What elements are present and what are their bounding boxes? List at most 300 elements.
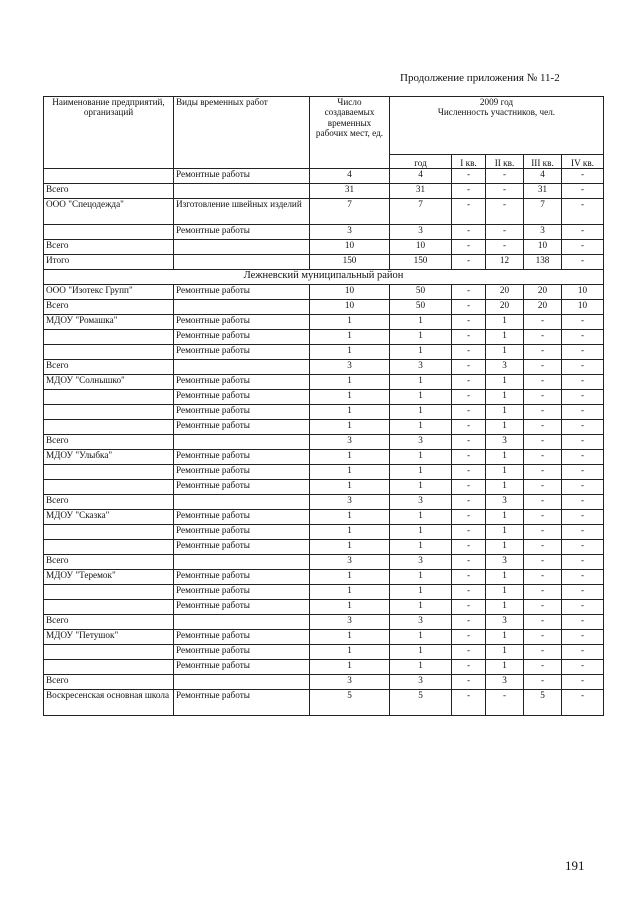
cell-q3: -	[524, 540, 562, 555]
cell-q1: -	[452, 555, 486, 570]
cell-year: 31	[390, 184, 452, 199]
cell-q1: -	[452, 199, 486, 225]
cell-org	[44, 225, 174, 240]
section-heading: Лежневский муниципальный район	[44, 270, 604, 285]
cell-q4: -	[562, 660, 604, 675]
table-row	[44, 300, 604, 315]
cell-q3: -	[524, 585, 562, 600]
cell-work: Ремонтные работы	[174, 420, 310, 435]
cell-q4: -	[562, 240, 604, 255]
cell-org: Всего	[44, 495, 174, 510]
cell-jobs: 1	[310, 525, 390, 540]
cell-jobs: 3	[310, 435, 390, 450]
cell-q1: -	[452, 435, 486, 450]
cell-q3: 7	[524, 199, 562, 225]
cell-year: 3	[390, 360, 452, 375]
cell-q3: -	[524, 510, 562, 525]
cell-q4: -	[562, 585, 604, 600]
cell-q3: 10	[524, 240, 562, 255]
cell-org	[44, 480, 174, 495]
cell-q2: 1	[486, 525, 524, 540]
cell-q3: -	[524, 675, 562, 690]
cell-q1: -	[452, 255, 486, 270]
table-row	[44, 240, 604, 255]
cell-q3: -	[524, 555, 562, 570]
table-row	[44, 390, 604, 405]
cell-q4: 10	[562, 285, 604, 300]
cell-q2: 1	[486, 405, 524, 420]
cell-jobs: 5	[310, 690, 390, 716]
cell-org	[44, 540, 174, 555]
cell-q3: 138	[524, 255, 562, 270]
cell-q3: -	[524, 420, 562, 435]
table-row	[44, 225, 604, 240]
cell-jobs: 1	[310, 375, 390, 390]
cell-jobs: 1	[310, 405, 390, 420]
cell-org	[44, 420, 174, 435]
cell-org: Всего	[44, 184, 174, 199]
cell-year: 50	[390, 300, 452, 315]
cell-year: 3	[390, 435, 452, 450]
cell-jobs: 1	[310, 420, 390, 435]
cell-q2: 12	[486, 255, 524, 270]
table-row	[44, 510, 604, 525]
cell-year: 1	[390, 540, 452, 555]
cell-q1: -	[452, 585, 486, 600]
cell-jobs: 1	[310, 570, 390, 585]
cell-work: Изготовление швейных изделий	[174, 199, 310, 225]
cell-year: 50	[390, 285, 452, 300]
cell-q2: 20	[486, 285, 524, 300]
col-header-q1: I кв.	[452, 155, 486, 169]
cell-q3: -	[524, 600, 562, 615]
cell-year: 1	[390, 375, 452, 390]
cell-q4: -	[562, 184, 604, 199]
cell-org: ООО "Спецодежда"	[44, 199, 174, 225]
cell-jobs: 3	[310, 675, 390, 690]
cell-q3: -	[524, 615, 562, 630]
cell-q2: 1	[486, 600, 524, 615]
table-row	[44, 600, 604, 615]
cell-q3: -	[524, 375, 562, 390]
cell-q1: -	[452, 645, 486, 660]
cell-jobs: 1	[310, 660, 390, 675]
cell-work: Ремонтные работы	[174, 690, 310, 716]
cell-work: Ремонтные работы	[174, 390, 310, 405]
cell-q1: -	[452, 330, 486, 345]
cell-q3: -	[524, 390, 562, 405]
cell-year: 1	[390, 330, 452, 345]
cell-q1: -	[452, 390, 486, 405]
cell-q4: -	[562, 600, 604, 615]
cell-q4: -	[562, 435, 604, 450]
col-header-year-group	[390, 97, 604, 155]
cell-q1: -	[452, 360, 486, 375]
page-header: Продолжение приложения № 11-2	[400, 72, 560, 84]
cell-q4: -	[562, 690, 604, 716]
cell-q3: -	[524, 480, 562, 495]
cell-jobs: 3	[310, 615, 390, 630]
cell-q3: -	[524, 405, 562, 420]
cell-year: 1	[390, 315, 452, 330]
cell-work: Ремонтные работы	[174, 285, 310, 300]
cell-q2: -	[486, 184, 524, 199]
col-header-org: Наименование предприятий, организаций	[44, 97, 174, 169]
cell-q2: 1	[486, 645, 524, 660]
cell-work	[174, 495, 310, 510]
cell-q2: 1	[486, 480, 524, 495]
table-row	[44, 555, 604, 570]
table-row	[44, 450, 604, 465]
cell-year: 1	[390, 600, 452, 615]
cell-q1: -	[452, 495, 486, 510]
cell-work	[174, 240, 310, 255]
cell-year: 1	[390, 510, 452, 525]
cell-jobs: 1	[310, 585, 390, 600]
cell-year: 1	[390, 585, 452, 600]
table-row	[44, 630, 604, 645]
col-header-q2: II кв.	[486, 155, 524, 169]
cell-org	[44, 645, 174, 660]
cell-year: 150	[390, 255, 452, 270]
cell-work: Ремонтные работы	[174, 645, 310, 660]
cell-q2: 1	[486, 510, 524, 525]
cell-q2: 1	[486, 570, 524, 585]
cell-q4: -	[562, 199, 604, 225]
cell-org: МДОУ "Теремок"	[44, 570, 174, 585]
cell-q2: 1	[486, 375, 524, 390]
cell-jobs: 31	[310, 184, 390, 199]
cell-work: Ремонтные работы	[174, 405, 310, 420]
cell-q4: -	[562, 570, 604, 585]
cell-q3: 20	[524, 285, 562, 300]
cell-q4: -	[562, 225, 604, 240]
cell-jobs: 1	[310, 630, 390, 645]
cell-q3: 31	[524, 184, 562, 199]
cell-work: Ремонтные работы	[174, 660, 310, 675]
table-row	[44, 285, 604, 300]
cell-jobs: 1	[310, 600, 390, 615]
cell-q3: -	[524, 360, 562, 375]
cell-year: 5	[390, 690, 452, 716]
cell-q2: 3	[486, 675, 524, 690]
cell-year: 1	[390, 570, 452, 585]
cell-q2: 1	[486, 315, 524, 330]
cell-org: Всего	[44, 615, 174, 630]
table-row	[44, 315, 604, 330]
cell-q2: 1	[486, 465, 524, 480]
cell-org: Воскресенская основная школа	[44, 690, 174, 716]
cell-work: Ремонтные работы	[174, 225, 310, 240]
cell-q2: 3	[486, 360, 524, 375]
cell-year: 10	[390, 240, 452, 255]
cell-work: Ремонтные работы	[174, 540, 310, 555]
table-row	[44, 615, 604, 630]
cell-q4: 10	[562, 300, 604, 315]
cell-jobs: 1	[310, 540, 390, 555]
cell-q1: -	[452, 184, 486, 199]
table-row	[44, 675, 604, 690]
cell-q4: -	[562, 420, 604, 435]
cell-q4: -	[562, 360, 604, 375]
cell-q3: -	[524, 660, 562, 675]
cell-q2: 1	[486, 660, 524, 675]
table-row	[44, 435, 604, 450]
cell-q3: -	[524, 465, 562, 480]
cell-jobs: 1	[310, 315, 390, 330]
cell-org	[44, 525, 174, 540]
cell-org: МДОУ "Ромашка"	[44, 315, 174, 330]
cell-jobs: 3	[310, 555, 390, 570]
cell-q1: -	[452, 285, 486, 300]
cell-org: Всего	[44, 435, 174, 450]
cell-year: 1	[390, 450, 452, 465]
cell-work: Ремонтные работы	[174, 450, 310, 465]
col-header-work: Виды временных работ	[174, 97, 310, 169]
cell-q2: 20	[486, 300, 524, 315]
col-header-q4: IV кв.	[562, 155, 604, 169]
cell-jobs: 150	[310, 255, 390, 270]
cell-work	[174, 184, 310, 199]
cell-q4: -	[562, 330, 604, 345]
cell-year: 3	[390, 225, 452, 240]
cell-org	[44, 465, 174, 480]
col-header-q-year: год	[390, 155, 452, 169]
cell-jobs: 1	[310, 480, 390, 495]
cell-org	[44, 330, 174, 345]
cell-q3: 20	[524, 300, 562, 315]
cell-jobs: 1	[310, 345, 390, 360]
cell-q2: 1	[486, 450, 524, 465]
table-row	[44, 420, 604, 435]
cell-q2: -	[486, 169, 524, 184]
cell-q1: -	[452, 375, 486, 390]
cell-q2: 1	[486, 585, 524, 600]
cell-org: МДОУ "Сказка"	[44, 510, 174, 525]
table-row	[44, 330, 604, 345]
cell-org: Итого	[44, 255, 174, 270]
cell-year: 1	[390, 420, 452, 435]
cell-jobs: 7	[310, 199, 390, 225]
cell-q4: -	[562, 315, 604, 330]
cell-q1: -	[452, 630, 486, 645]
cell-jobs: 1	[310, 390, 390, 405]
cell-q3: -	[524, 525, 562, 540]
cell-year: 1	[390, 525, 452, 540]
cell-q4: -	[562, 169, 604, 184]
cell-year: 1	[390, 480, 452, 495]
cell-q4: -	[562, 645, 604, 660]
cell-q1: -	[452, 615, 486, 630]
cell-work: Ремонтные работы	[174, 570, 310, 585]
cell-jobs: 1	[310, 450, 390, 465]
cell-jobs: 10	[310, 240, 390, 255]
cell-q1: -	[452, 660, 486, 675]
table-row	[44, 255, 604, 270]
table-row	[44, 495, 604, 510]
cell-org: МДОУ "Солнышко"	[44, 375, 174, 390]
cell-year: 3	[390, 495, 452, 510]
table-row	[44, 465, 604, 480]
cell-work: Ремонтные работы	[174, 630, 310, 645]
table-row	[44, 525, 604, 540]
cell-org: Всего	[44, 240, 174, 255]
col-header-jobs: Число создаваемых временных рабочих мест, ед.	[310, 97, 390, 169]
page-number: 191	[565, 858, 585, 873]
table-row	[44, 405, 604, 420]
cell-work: Ремонтные работы	[174, 525, 310, 540]
cell-q4: -	[562, 405, 604, 420]
cell-q1: -	[452, 450, 486, 465]
cell-org	[44, 600, 174, 615]
cell-org: МДОУ "Улыбка"	[44, 450, 174, 465]
cell-work	[174, 360, 310, 375]
table-row	[44, 199, 604, 225]
cell-q4: -	[562, 525, 604, 540]
cell-year: 4	[390, 169, 452, 184]
cell-work: Ремонтные работы	[174, 375, 310, 390]
cell-q1: -	[452, 240, 486, 255]
cell-q3: -	[524, 630, 562, 645]
cell-q2: 1	[486, 630, 524, 645]
table-row	[44, 570, 604, 585]
table-row	[44, 645, 604, 660]
table-body-top	[44, 169, 604, 270]
cell-org: ООО "Изотекс Групп"	[44, 285, 174, 300]
cell-q4: -	[562, 540, 604, 555]
cell-work: Ремонтные работы	[174, 345, 310, 360]
table-row	[44, 184, 604, 199]
cell-q1: -	[452, 315, 486, 330]
cell-jobs: 3	[310, 225, 390, 240]
cell-jobs: 1	[310, 510, 390, 525]
cell-jobs: 3	[310, 495, 390, 510]
cell-q1: -	[452, 300, 486, 315]
cell-jobs: 3	[310, 360, 390, 375]
cell-q1: -	[452, 675, 486, 690]
cell-year: 1	[390, 630, 452, 645]
cell-q2: -	[486, 240, 524, 255]
cell-year: 1	[390, 345, 452, 360]
table-row	[44, 540, 604, 555]
table-row	[44, 375, 604, 390]
cell-q4: -	[562, 345, 604, 360]
table-body-bottom	[44, 285, 604, 716]
cell-q4: -	[562, 630, 604, 645]
cell-q1: -	[452, 540, 486, 555]
cell-q4: -	[562, 555, 604, 570]
col-header-year: 2009 год	[479, 97, 514, 107]
cell-q1: -	[452, 690, 486, 716]
cell-q4: -	[562, 480, 604, 495]
cell-q4: -	[562, 510, 604, 525]
cell-year: 1	[390, 390, 452, 405]
cell-q1: -	[452, 169, 486, 184]
cell-q3: -	[524, 435, 562, 450]
cell-org: Всего	[44, 555, 174, 570]
cell-work: Ремонтные работы	[174, 465, 310, 480]
cell-work	[174, 675, 310, 690]
table-row	[44, 660, 604, 675]
cell-work	[174, 435, 310, 450]
cell-q1: -	[452, 225, 486, 240]
cell-q3: -	[524, 570, 562, 585]
cell-year: 3	[390, 675, 452, 690]
cell-q1: -	[452, 480, 486, 495]
cell-year: 1	[390, 645, 452, 660]
cell-jobs: 1	[310, 645, 390, 660]
cell-work: Ремонтные работы	[174, 315, 310, 330]
cell-q2: 1	[486, 390, 524, 405]
cell-q4: -	[562, 465, 604, 480]
cell-work	[174, 300, 310, 315]
cell-year: 1	[390, 465, 452, 480]
cell-q1: -	[452, 405, 486, 420]
cell-jobs: 1	[310, 465, 390, 480]
cell-jobs: 4	[310, 169, 390, 184]
cell-q3: 5	[524, 690, 562, 716]
cell-work: Ремонтные работы	[174, 600, 310, 615]
cell-jobs: 1	[310, 330, 390, 345]
table-row	[44, 169, 604, 184]
cell-q2: 1	[486, 345, 524, 360]
cell-jobs: 10	[310, 300, 390, 315]
cell-org	[44, 405, 174, 420]
cell-q4: -	[562, 495, 604, 510]
cell-work: Ремонтные работы	[174, 330, 310, 345]
cell-q2: 3	[486, 555, 524, 570]
cell-q3: -	[524, 315, 562, 330]
table-row	[44, 585, 604, 600]
cell-q1: -	[452, 510, 486, 525]
cell-jobs: 10	[310, 285, 390, 300]
cell-work	[174, 615, 310, 630]
cell-org: МДОУ "Петушок"	[44, 630, 174, 645]
cell-q2: 1	[486, 540, 524, 555]
cell-q1: -	[452, 525, 486, 540]
cell-q2: 3	[486, 495, 524, 510]
cell-q3: 4	[524, 169, 562, 184]
cell-q2: 1	[486, 420, 524, 435]
cell-work: Ремонтные работы	[174, 480, 310, 495]
cell-q3: -	[524, 495, 562, 510]
cell-q4: -	[562, 375, 604, 390]
cell-org	[44, 390, 174, 405]
cell-work: Ремонтные работы	[174, 510, 310, 525]
participants-table	[43, 96, 604, 716]
cell-work: Ремонтные работы	[174, 585, 310, 600]
cell-q4: -	[562, 255, 604, 270]
cell-q2: -	[486, 199, 524, 225]
cell-q2: 3	[486, 435, 524, 450]
cell-work	[174, 555, 310, 570]
cell-q3: -	[524, 330, 562, 345]
cell-org	[44, 660, 174, 675]
cell-year: 7	[390, 199, 452, 225]
col-header-participants: Численность участников, чел.	[437, 107, 556, 118]
cell-q4: -	[562, 675, 604, 690]
cell-q3: -	[524, 345, 562, 360]
cell-org	[44, 585, 174, 600]
cell-q4: -	[562, 450, 604, 465]
cell-org: Всего	[44, 300, 174, 315]
cell-q1: -	[452, 345, 486, 360]
cell-org: Всего	[44, 360, 174, 375]
cell-q1: -	[452, 420, 486, 435]
table-row	[44, 480, 604, 495]
cell-work	[174, 255, 310, 270]
cell-year: 1	[390, 405, 452, 420]
